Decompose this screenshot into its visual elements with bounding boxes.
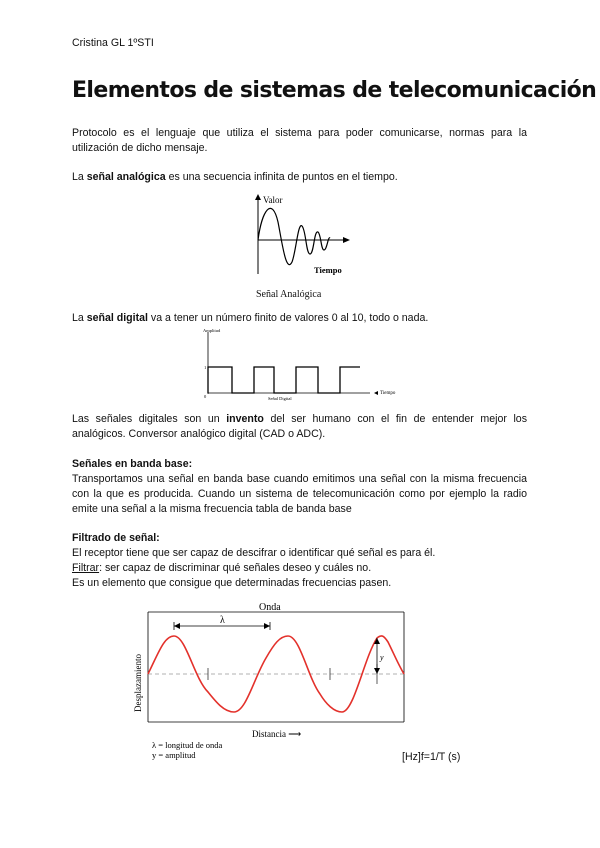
baseband-heading: Señales en banda base: [72, 458, 193, 470]
digital-term: señal digital [86, 312, 148, 324]
analog-sentence: La señal analógica es una secuencia infinita de puntos en el tiempo. [72, 171, 398, 183]
baseband-paragraph: Transportamos una señal en banda base cuando emitimos una señal con la misma frecuencia con la que es producida. Cuando un sistema de telecomunicación como por ejemplo la radio emite una señal a la misma frecuencia tabla de banda base [72, 473, 527, 515]
analog-signal-figure [240, 192, 360, 282]
digital-y-label: Amplitud [203, 328, 221, 333]
wave-amp-symbol: y [380, 653, 384, 662]
invento-term: invento [226, 413, 264, 425]
digital-x-label: Tiempo [380, 391, 396, 396]
analog-caption: Señal Analógica [256, 289, 322, 300]
wave-title: Onda [259, 602, 281, 613]
analog-y-label: Valor [263, 195, 283, 205]
protocol-paragraph: Protocolo es el lenguaje que utiliza el sistema para poder comunicarse, normas para la utilización de dicho mensaje. [72, 127, 527, 154]
digital-signal-figure [200, 326, 400, 402]
wave-x-label: Distancia ⟶ [252, 729, 302, 739]
filtrar-term: Filtrar [72, 562, 100, 574]
digital-sentence: La señal digital va a tener un número finito de valores 0 al 10, todo o nada. [72, 312, 429, 324]
filter-heading: Filtrado de señal: [72, 532, 160, 544]
analog-x-label: Tiempo [314, 265, 342, 275]
wave-figure [128, 598, 413, 768]
page-title: Elementos de sistemas de telecomunicación [72, 78, 597, 103]
analog-term: señal analógica [86, 171, 166, 183]
digital-tick-1: 1 [204, 365, 207, 370]
digital-note-paragraph: Las señales digitales son un invento del ser humano con el fin de entender mejor los analógicos. Conversor analógico digital (CAD o ADC). [72, 413, 527, 440]
digital-tick-0: 0 [204, 394, 207, 399]
author-header: Cristina GL 1ºSTI [72, 37, 154, 49]
wave-y-label: Desplazamiento [133, 654, 143, 712]
filter-line-2: Filtrar: ser capaz de discriminar qué señales deseo y cuáles no. [72, 562, 372, 574]
frequency-formula: [Hz]f=1/T (s) [402, 751, 461, 763]
wave-legend-lambda: λ = longitud de onda [152, 740, 223, 750]
filter-line-3: Es un elemento que consigue que determinadas frecuencias pasen. [72, 577, 392, 589]
wave-lambda: λ [220, 615, 225, 626]
wave-legend-amplitude: y = amplitud [152, 750, 196, 760]
filter-line-1: El receptor tiene que ser capaz de descifrar o identificar qué señal es para él. [72, 547, 436, 559]
digital-x-sub: Señal Digital [268, 396, 292, 401]
